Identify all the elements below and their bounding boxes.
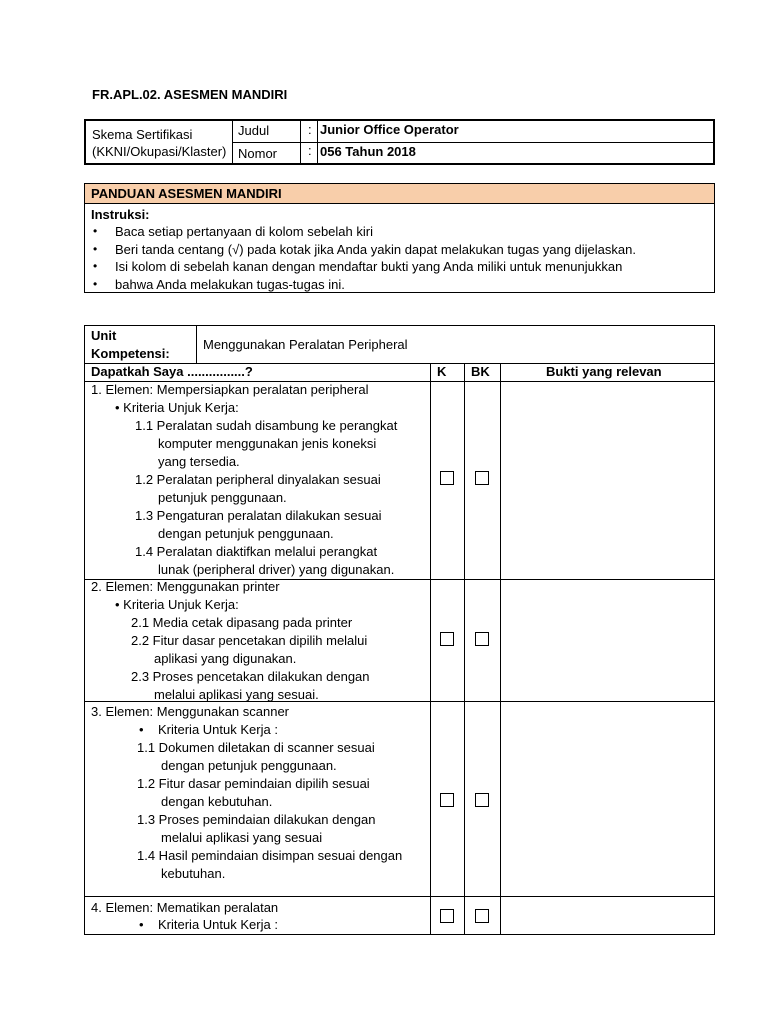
- bk-checkbox-element-4[interactable]: [475, 909, 489, 923]
- criteria-line: petunjuk penggunaan.: [158, 490, 287, 505]
- element-2-title: 2. Elemen: Menggunakan printer: [91, 579, 280, 594]
- criteria-line: 1.3 Pengaturan peralatan dilakukan sesuai: [135, 508, 382, 523]
- criteria-line: dengan kebutuhan.: [161, 794, 273, 809]
- evidence-cell-element-3[interactable]: [501, 702, 715, 895]
- criteria-line: 1.3 Proses pemindaian dilakukan dengan: [137, 812, 376, 827]
- k-checkbox-element-2[interactable]: [440, 632, 454, 646]
- criteria-line: komputer menggunakan jenis koneksi: [158, 436, 377, 451]
- instruction-label: Instruksi:: [91, 207, 150, 222]
- instruction-item-continued: • bahwa Anda melakukan tugas-tugas ini.: [115, 276, 708, 294]
- criteria-line: melalui aplikasi yang sesuai.: [154, 687, 319, 702]
- criteria-line: 1.2 Peralatan peripheral dinyalakan sesuai: [135, 472, 381, 487]
- instruction-item: • Isi kolom di sebelah kanan dengan mendaftar bukti yang Anda miliki untuk menunjukkan: [115, 258, 708, 276]
- unit-label: Unit: [91, 328, 117, 343]
- scheme-label: Skema Sertifikasi (KKNI/Okupasi/Klaster): [92, 127, 227, 159]
- scheme-nomor-value: 056 Tahun 2018: [320, 144, 416, 159]
- guide-heading: PANDUAN ASESMEN MANDIRI: [85, 184, 714, 204]
- criteria-line: yang tersedia.: [158, 454, 240, 469]
- unit-label-2: Kompetensi:: [91, 346, 170, 361]
- criteria-line: 1.4 Hasil pemindaian disimpan sesuai dengan: [137, 848, 403, 863]
- element-1-kuk: • Kriteria Unjuk Kerja:: [115, 400, 239, 415]
- guide-box: [84, 183, 715, 293]
- k-checkbox-element-1[interactable]: [440, 471, 454, 485]
- document-title: FR.APL.02. ASESMEN MANDIRI: [92, 87, 288, 102]
- evidence-cell-element-1[interactable]: [501, 382, 715, 578]
- bk-checkbox-element-2[interactable]: [475, 632, 489, 646]
- scheme-nomor-key: Nomor: [238, 146, 278, 161]
- element-4-title: 4. Elemen: Mematikan peralatan: [91, 900, 279, 915]
- criteria-line: 1.4 Peralatan diaktifkan melalui perangkat: [135, 544, 378, 559]
- unit-value: Menggunakan Peralatan Peripheral: [203, 337, 408, 352]
- evidence-cell-element-4[interactable]: [501, 897, 715, 934]
- criteria-line: lunak (peripheral driver) yang digunakan.: [158, 562, 395, 577]
- instruction-list: [91, 223, 708, 293]
- col-question-header: Dapatkah Saya ................?: [91, 364, 253, 379]
- element-4-kuk: • Kriteria Untuk Kerja :: [139, 917, 278, 932]
- criteria-line: dengan petunjuk penggunaan.: [161, 758, 337, 773]
- instruction-item: • Baca setiap pertanyaan di kolom sebelah kiri: [115, 223, 708, 241]
- k-checkbox-element-3[interactable]: [440, 793, 454, 807]
- element-1-title: 1. Elemen: Mempersiapkan peralatan peripheral: [91, 382, 369, 397]
- k-checkbox-element-4[interactable]: [440, 909, 454, 923]
- criteria-line: 2.2 Fitur dasar pencetakan dipilih melalui: [131, 633, 368, 648]
- criteria-line: melalui aplikasi yang sesuai: [161, 830, 323, 845]
- element-3-title: 3. Elemen: Menggunakan scanner: [91, 704, 290, 719]
- criteria-line: 2.3 Proses pencetakan dilakukan dengan: [131, 669, 370, 684]
- element-2-kuk: • Kriteria Unjuk Kerja:: [115, 597, 239, 612]
- criteria-line: 1.1 Peralatan sudah disambung ke perangkat: [135, 418, 398, 433]
- col-k-header: K: [437, 364, 447, 379]
- scheme-judul-key: Judul: [238, 123, 270, 138]
- col-evidence-header: Bukti yang relevan: [546, 364, 662, 379]
- element-3-kuk: • Kriteria Untuk Kerja :: [139, 722, 278, 737]
- col-bk-header: BK: [471, 364, 490, 379]
- criteria-line: 1.2 Fitur dasar pemindaian dipilih sesuai: [137, 776, 370, 791]
- scheme-judul-sep: :: [308, 122, 312, 137]
- scheme-table: [84, 119, 715, 165]
- criteria-line: kebutuhan.: [161, 866, 226, 881]
- evidence-cell-element-2[interactable]: [501, 580, 715, 700]
- scheme-judul-value: Junior Office Operator: [320, 122, 459, 137]
- bk-checkbox-element-3[interactable]: [475, 793, 489, 807]
- scheme-nomor-sep: :: [308, 143, 312, 158]
- criteria-line: 1.1 Dokumen diletakan di scanner sesuai: [137, 740, 375, 755]
- competency-table: [84, 325, 715, 935]
- criteria-line: aplikasi yang digunakan.: [154, 651, 297, 666]
- bk-checkbox-element-1[interactable]: [475, 471, 489, 485]
- criteria-line: dengan petunjuk penggunaan.: [158, 526, 334, 541]
- criteria-line: 2.1 Media cetak dipasang pada printer: [131, 615, 353, 630]
- instruction-item: • Beri tanda centang (√) pada kotak jika Anda yakin dapat melakukan tugas yang dijelaskan.: [115, 241, 708, 259]
